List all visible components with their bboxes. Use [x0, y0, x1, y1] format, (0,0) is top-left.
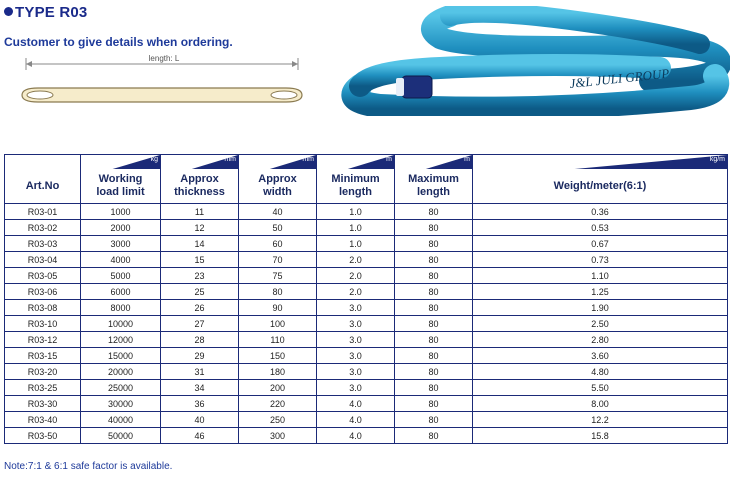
table-cell: 4.0 [317, 396, 395, 412]
header-line: length [417, 186, 450, 198]
table-cell: 0.73 [473, 252, 728, 268]
table-cell: 4.80 [473, 364, 728, 380]
table-cell: 75 [239, 268, 317, 284]
table-body [5, 204, 728, 444]
table-cell: 46 [161, 428, 239, 444]
table-cell: 25000 [81, 380, 161, 396]
table-cell: 80 [395, 204, 473, 220]
sling-length-diagram [18, 50, 308, 110]
col-header-thickness [161, 169, 239, 204]
table-cell: 3.0 [317, 316, 395, 332]
table-cell: 200 [239, 380, 317, 396]
table-cell: 40 [161, 412, 239, 428]
table-cell: 220 [239, 396, 317, 412]
table-cell: 80 [395, 348, 473, 364]
table-cell: R03-15 [5, 348, 81, 364]
table-cell: R03-25 [5, 380, 81, 396]
table-cell: 80 [395, 236, 473, 252]
title-text: TYPE R03 [15, 4, 88, 21]
table-row [5, 252, 728, 268]
table-cell: 50000 [81, 428, 161, 444]
header-line: Minimum [331, 173, 380, 185]
col-header-max-length [395, 169, 473, 204]
table-cell: 2.0 [317, 284, 395, 300]
header-line: Approx [180, 173, 219, 185]
table-cell: 10000 [81, 316, 161, 332]
table-cell: 6000 [81, 284, 161, 300]
table-cell: 100 [239, 316, 317, 332]
table-cell: 29 [161, 348, 239, 364]
table-cell: 80 [395, 428, 473, 444]
table-cell: R03-01 [5, 204, 81, 220]
table-cell: R03-30 [5, 396, 81, 412]
table-cell: 12 [161, 220, 239, 236]
table-cell: 80 [395, 300, 473, 316]
header-row [5, 169, 728, 204]
header-line: load limit [96, 186, 145, 198]
brand-text: J&L JULI GROUP [568, 65, 670, 91]
table-cell: 150 [239, 348, 317, 364]
table-row [5, 220, 728, 236]
sling-label-tag [402, 76, 432, 98]
table-cell: R03-40 [5, 412, 81, 428]
table-row [5, 284, 728, 300]
table-row [5, 332, 728, 348]
table-cell: R03-08 [5, 300, 81, 316]
table-cell: R03-12 [5, 332, 81, 348]
table-cell: 20000 [81, 364, 161, 380]
table-cell: 12.2 [473, 412, 728, 428]
table-cell: 50 [239, 220, 317, 236]
col-header-weight: Weight/meter(6:1) [473, 169, 728, 204]
table-cell: 11 [161, 204, 239, 220]
table-cell: 2.0 [317, 252, 395, 268]
table-cell: 1.0 [317, 220, 395, 236]
table-row [5, 236, 728, 252]
table-cell: 8.00 [473, 396, 728, 412]
ordering-instruction: Customer to give details when ordering. [4, 35, 233, 49]
table-cell: 180 [239, 364, 317, 380]
table-cell: 80 [395, 364, 473, 380]
table-cell: 5.50 [473, 380, 728, 396]
table-cell: 26 [161, 300, 239, 316]
table-cell: 27 [161, 316, 239, 332]
table-cell: 14 [161, 236, 239, 252]
table-row [5, 380, 728, 396]
header-line: thickness [174, 186, 225, 198]
col-header-width [239, 169, 317, 204]
table-cell: 3000 [81, 236, 161, 252]
table-cell: R03-20 [5, 364, 81, 380]
unit-cell: m [395, 155, 473, 170]
table-cell: 1.90 [473, 300, 728, 316]
unit-cell: kg [81, 155, 161, 170]
table-cell: 3.60 [473, 348, 728, 364]
col-header-art-no: Art.No [5, 169, 81, 204]
table-cell: R03-06 [5, 284, 81, 300]
safety-note: Note:7:1 & 6:1 safe factor is available. [4, 461, 173, 472]
table-cell: 12000 [81, 332, 161, 348]
table-cell: 28 [161, 332, 239, 348]
sling-eye-left [27, 91, 53, 99]
table-cell: 5000 [81, 268, 161, 284]
table-cell: 80 [395, 380, 473, 396]
unit-row [5, 155, 728, 170]
table-row [5, 204, 728, 220]
table-cell: 1.10 [473, 268, 728, 284]
table-cell: 2.50 [473, 316, 728, 332]
table-cell: 2000 [81, 220, 161, 236]
table-row [5, 428, 728, 444]
round-sling-photo [330, 6, 730, 116]
table-row [5, 396, 728, 412]
table-cell: 0.53 [473, 220, 728, 236]
table-cell: 80 [395, 268, 473, 284]
table-cell: 15 [161, 252, 239, 268]
sling-body [22, 88, 302, 102]
header-line: width [263, 186, 292, 198]
header-line: length [339, 186, 372, 198]
table-row [5, 316, 728, 332]
table-cell: 25 [161, 284, 239, 300]
table-row [5, 268, 728, 284]
table-cell: 4.0 [317, 428, 395, 444]
table-cell: 3.0 [317, 300, 395, 316]
length-label: length: L [148, 54, 180, 63]
header-line: Approx [258, 173, 297, 185]
table-cell: 36 [161, 396, 239, 412]
table-cell: 3.0 [317, 364, 395, 380]
table-cell: 0.36 [473, 204, 728, 220]
table-cell: 8000 [81, 300, 161, 316]
table-cell: 80 [395, 332, 473, 348]
table-cell: 1.0 [317, 236, 395, 252]
table-row [5, 348, 728, 364]
table-cell: 23 [161, 268, 239, 284]
table-cell: 80 [395, 396, 473, 412]
table-cell: R03-05 [5, 268, 81, 284]
unit-cell: kg/m [473, 155, 728, 170]
table-cell: 1000 [81, 204, 161, 220]
sling-eye-right [271, 91, 297, 99]
table-row [5, 300, 728, 316]
table-cell: R03-04 [5, 252, 81, 268]
table-row [5, 412, 728, 428]
table-cell: 34 [161, 380, 239, 396]
dim-arrow-left-icon [26, 61, 32, 67]
table-cell: 80 [395, 284, 473, 300]
page-title [4, 4, 87, 21]
col-header-working-load [81, 169, 161, 204]
table-cell: 2.0 [317, 268, 395, 284]
table-cell: 80 [395, 252, 473, 268]
table-cell: 300 [239, 428, 317, 444]
table-cell: 31 [161, 364, 239, 380]
table-cell: 1.25 [473, 284, 728, 300]
unit-cell: m [317, 155, 395, 170]
table-cell: 30000 [81, 396, 161, 412]
unit-cell: mm [161, 155, 239, 170]
header-line: Working [98, 173, 143, 185]
table-cell: 0.67 [473, 236, 728, 252]
table-cell: 60 [239, 236, 317, 252]
table-row [5, 364, 728, 380]
col-header-min-length [317, 169, 395, 204]
sling-tag-white [396, 78, 404, 96]
table-cell: R03-50 [5, 428, 81, 444]
table-cell: 80 [395, 412, 473, 428]
table-cell: 2.80 [473, 332, 728, 348]
header-line: Maximum [408, 173, 459, 185]
unit-cell [5, 155, 81, 170]
table-cell: 80 [395, 220, 473, 236]
table-cell: 250 [239, 412, 317, 428]
table-cell: 4000 [81, 252, 161, 268]
table-cell: 3.0 [317, 332, 395, 348]
bullet-icon [4, 7, 13, 16]
table-cell: 80 [395, 316, 473, 332]
spec-table [4, 154, 728, 444]
table-cell: 80 [239, 284, 317, 300]
dim-arrow-right-icon [292, 61, 298, 67]
table-cell: 15000 [81, 348, 161, 364]
table-cell: 40 [239, 204, 317, 220]
table-cell: R03-03 [5, 236, 81, 252]
table-cell: 90 [239, 300, 317, 316]
table-cell: R03-10 [5, 316, 81, 332]
table-cell: 40000 [81, 412, 161, 428]
table-cell: R03-02 [5, 220, 81, 236]
unit-cell: mm [239, 155, 317, 170]
table-cell: 70 [239, 252, 317, 268]
table-cell: 110 [239, 332, 317, 348]
table-cell: 3.0 [317, 348, 395, 364]
table-cell: 1.0 [317, 204, 395, 220]
table-cell: 3.0 [317, 380, 395, 396]
table-cell: 15.8 [473, 428, 728, 444]
table-cell: 4.0 [317, 412, 395, 428]
